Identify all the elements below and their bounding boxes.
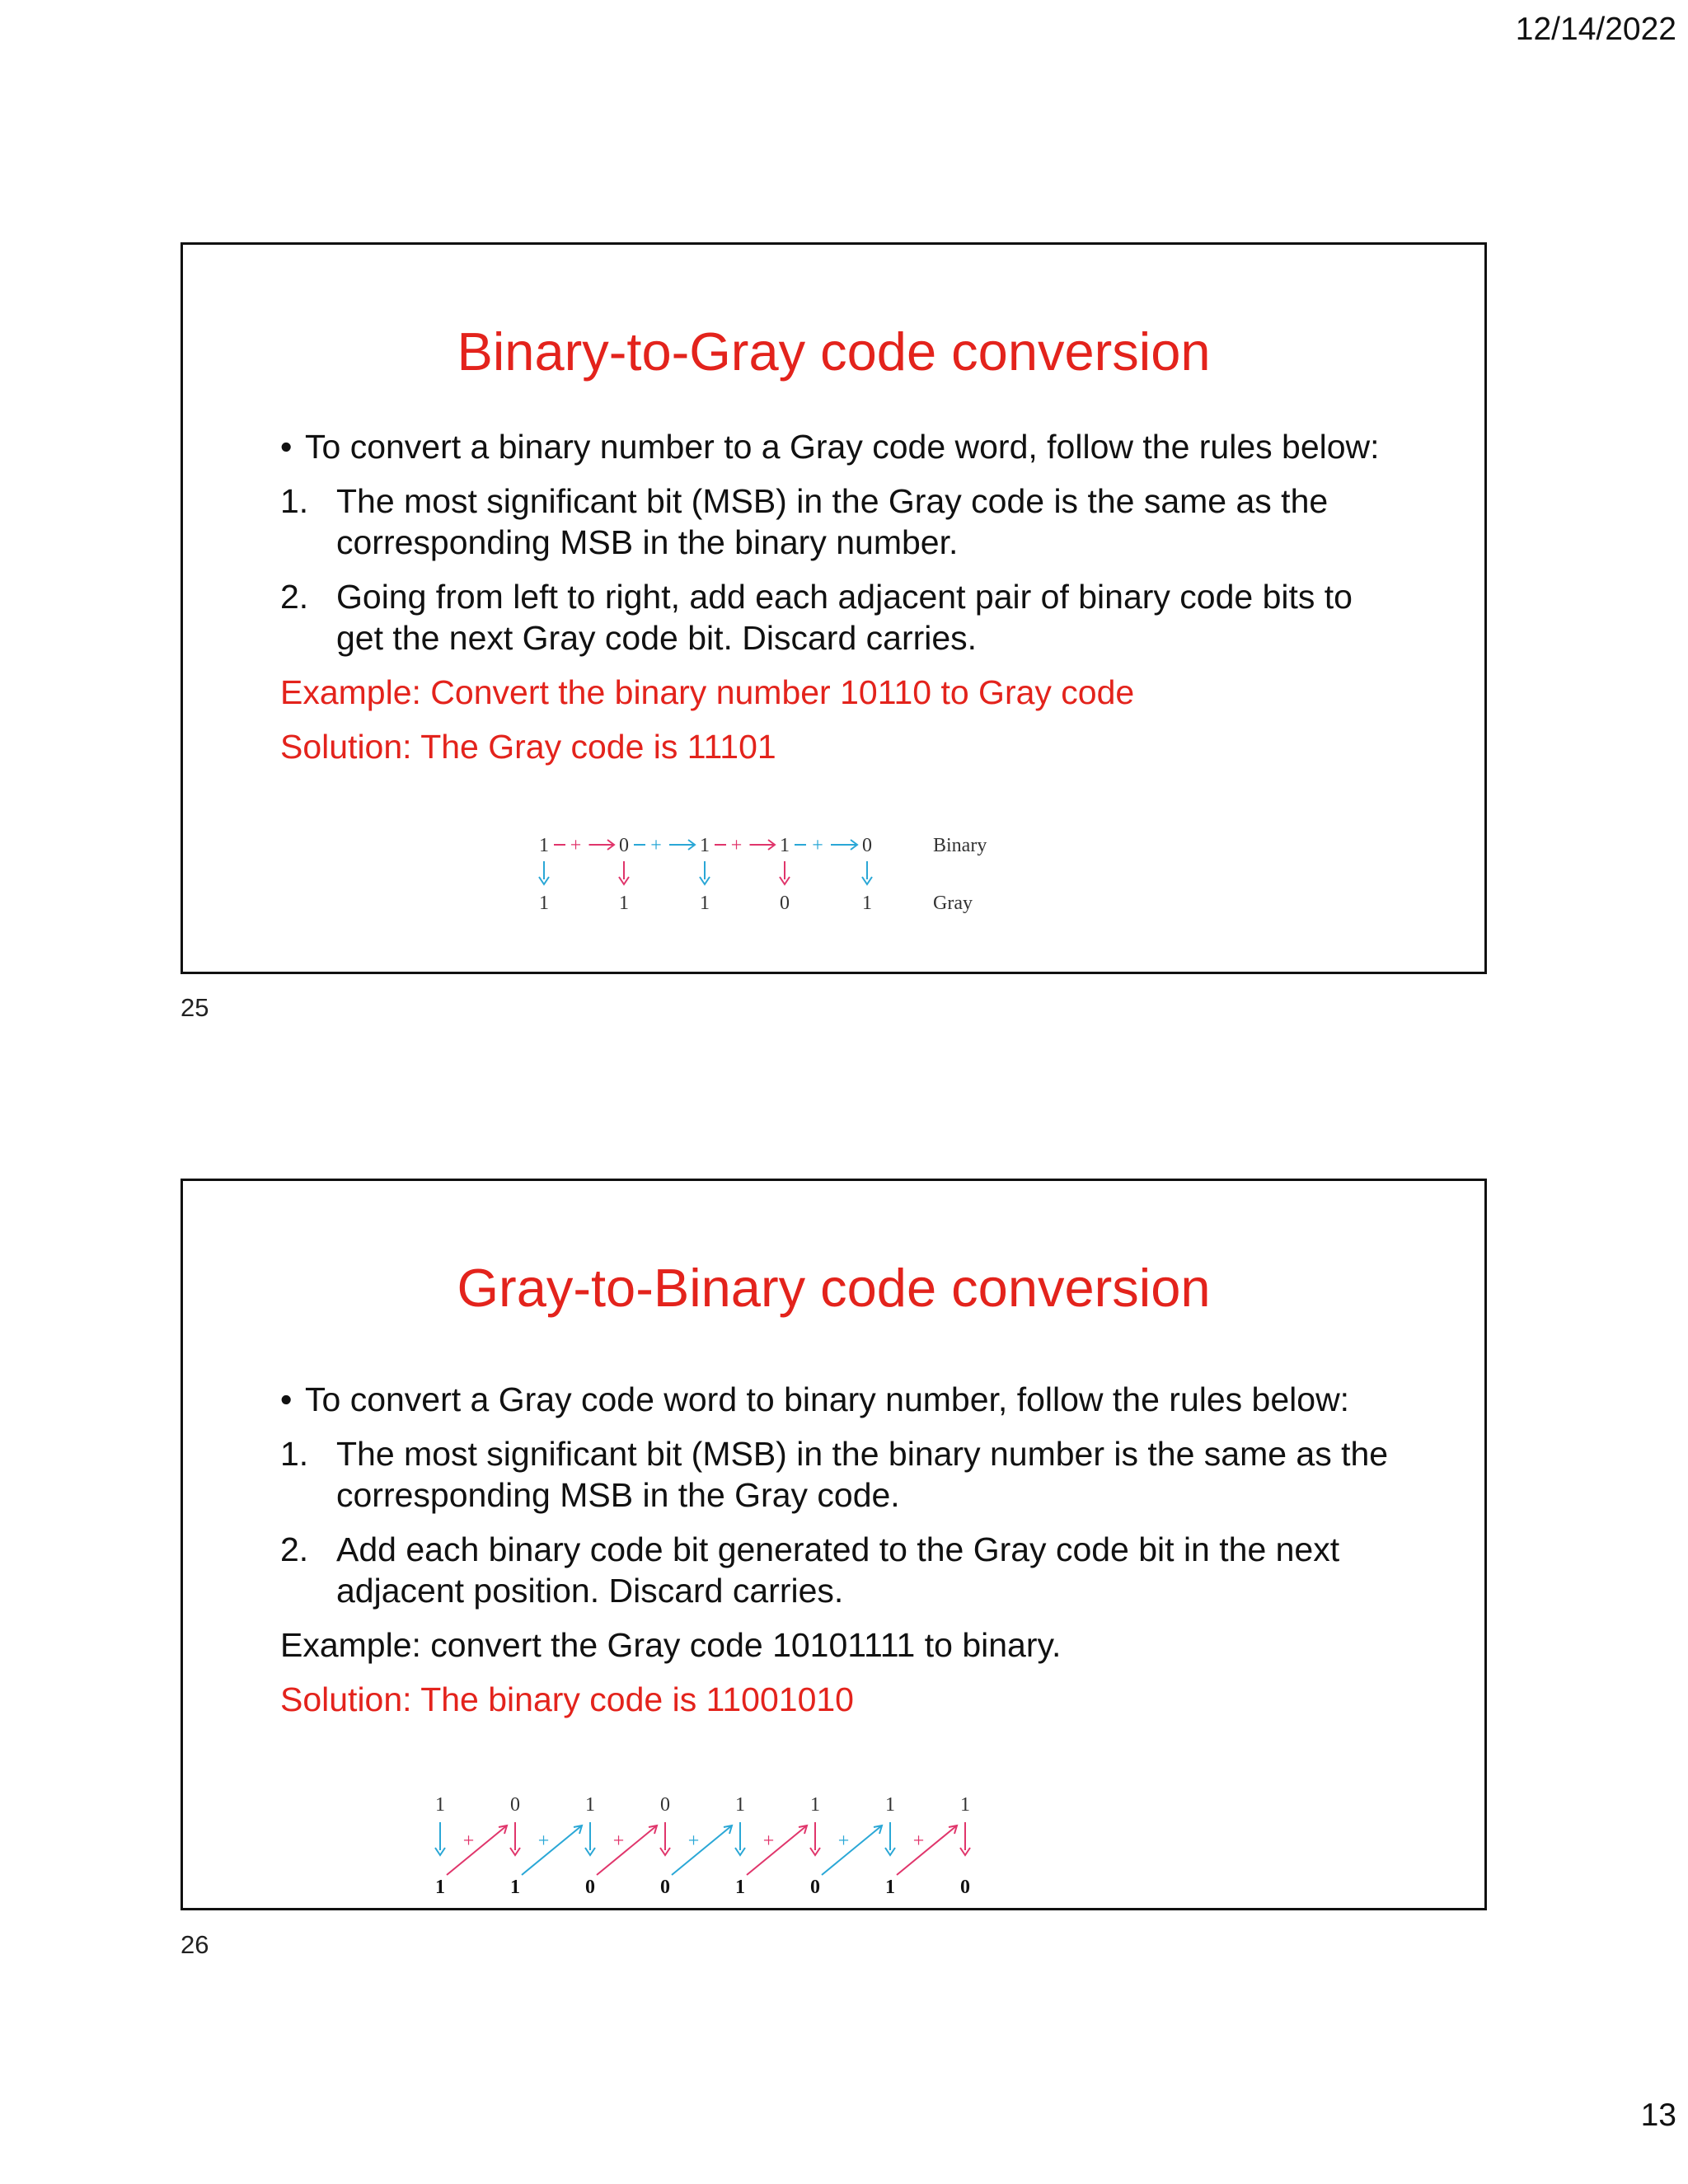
slide-body [280, 426, 1401, 780]
binary-bit: 1 [885, 1877, 895, 1898]
binary-bit: 1 [780, 835, 790, 856]
binary-bit: 1 [735, 1877, 745, 1898]
diagonal-arrow-line [447, 1825, 507, 1875]
binary-bit: 1 [539, 835, 549, 856]
slide-gray-to-binary [181, 1179, 1487, 1910]
plus-sign: + [687, 1830, 700, 1852]
diagonal-arrow-line [897, 1825, 957, 1875]
step-number: 1. [280, 482, 309, 520]
bullet-intro: • To convert a Gray code word to binary number, follow the rules below: [280, 1379, 1401, 1420]
gray-bit: 1 [862, 893, 872, 914]
binary-to-gray-diagram [529, 828, 987, 919]
gray-bit: 1 [885, 1794, 895, 1816]
step-2 [280, 1529, 1401, 1611]
binary-bit: 0 [862, 835, 872, 856]
diagonal-arrow-line [672, 1825, 732, 1875]
binary-bit: 0 [960, 1877, 970, 1898]
gray-bit: 1 [619, 893, 629, 914]
binary-bit: 1 [510, 1877, 520, 1898]
slide-body [280, 1379, 1401, 1733]
gray-bit: 0 [660, 1794, 670, 1816]
slide-number: 25 [181, 993, 209, 1022]
step-1 [280, 1433, 1401, 1516]
gray-bit: 0 [510, 1794, 520, 1816]
gray-bit: 1 [585, 1794, 595, 1816]
step-text: Add each binary code bit generated to the Gray code bit in the next adjacent position. Discard carries. [336, 1530, 1340, 1610]
plus-sign: + [462, 1830, 475, 1852]
plus-sign: + [912, 1830, 925, 1852]
step-number: 2. [280, 1530, 309, 1568]
slide-title: Binary-to-Gray code conversion [457, 321, 1211, 382]
step-text: Going from left to right, add each adjacent pair of binary code bits to get the next Gray code bit. Discard carries. [336, 578, 1353, 657]
diagonal-arrow-line [597, 1825, 657, 1875]
plus-sign: + [650, 835, 662, 856]
gray-bit: 1 [700, 893, 710, 914]
step-number: 2. [280, 578, 309, 616]
diagonal-arrow-line [522, 1825, 582, 1875]
plus-sign: + [762, 1830, 775, 1852]
plus-sign: + [837, 1830, 850, 1852]
gray-bit: 1 [539, 893, 549, 914]
gray-to-binary-diagram [430, 1793, 1221, 1901]
step-text: The most significant bit (MSB) in the binary number is the same as the corresponding MSB in the Gray code. [336, 1435, 1389, 1514]
header-date: 12/14/2022 [1515, 12, 1676, 47]
binary-label: Binary [933, 835, 987, 856]
binary-bit: 0 [585, 1877, 595, 1898]
example-text: Example: convert the Gray code 10101111 to binary. [280, 1626, 1062, 1664]
solution-text: Solution: The binary code is 11001010 [280, 1680, 854, 1718]
gray-label: Gray [933, 893, 973, 914]
plus-sign: + [730, 835, 743, 856]
gray-bit: 0 [780, 893, 790, 914]
binary-bit: 0 [660, 1877, 670, 1898]
gray-bit: 1 [735, 1794, 745, 1816]
gray-bit: 1 [810, 1794, 820, 1816]
slide-title: Gray-to-Binary code conversion [457, 1258, 1211, 1318]
step-number: 1. [280, 1435, 309, 1473]
example-text: Example: Convert the binary number 10110 to Gray code [280, 673, 1135, 711]
plus-sign: + [612, 1830, 625, 1852]
step-2 [280, 576, 1401, 658]
binary-bit: 0 [810, 1877, 820, 1898]
gray-bit: 1 [960, 1794, 970, 1816]
bullet-intro: • To convert a binary number to a Gray code word, follow the rules below: [280, 426, 1401, 467]
binary-bit: 0 [619, 835, 629, 856]
solution-text: Solution: The Gray code is 11101 [280, 728, 776, 766]
step-text: The most significant bit (MSB) in the Gray code is the same as the corresponding MSB in the binary number. [336, 482, 1329, 561]
plus-sign: + [570, 835, 582, 856]
diagonal-arrow-line [747, 1825, 807, 1875]
page-number: 13 [1640, 2097, 1676, 2133]
slide-number: 26 [181, 1930, 209, 1959]
binary-bit: 1 [435, 1877, 445, 1898]
plus-sign: + [812, 835, 823, 856]
step-1 [280, 480, 1401, 563]
slide-binary-to-gray [181, 242, 1487, 974]
binary-bit: 1 [700, 835, 710, 856]
plus-sign: + [537, 1830, 550, 1852]
diagonal-arrow-line [822, 1825, 882, 1875]
gray-bit: 1 [435, 1794, 445, 1816]
